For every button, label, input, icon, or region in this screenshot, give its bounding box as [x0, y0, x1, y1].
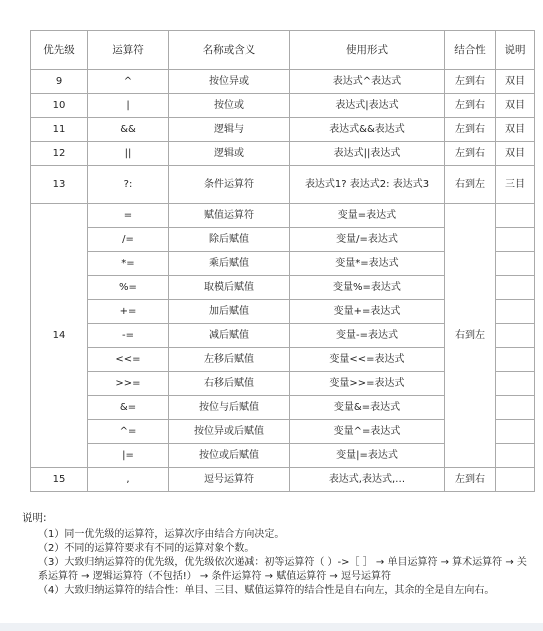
name-cell: 乘后赋值	[169, 252, 290, 276]
operator-precedence-table	[30, 30, 535, 492]
name-cell: 逻辑或	[169, 142, 290, 166]
usage-cell: 表达式^表达式	[290, 70, 445, 94]
priority-cell: 9	[31, 70, 88, 94]
header-operator: 运算符	[88, 31, 169, 70]
note-cell	[496, 420, 535, 444]
name-cell: 条件运算符	[169, 166, 290, 204]
priority-cell: 11	[31, 118, 88, 142]
usage-cell: 变量/=表达式	[290, 228, 445, 252]
name-cell: 按位异或后赋值	[169, 420, 290, 444]
header-note: 说明	[496, 31, 535, 70]
note-cell	[496, 300, 535, 324]
usage-cell: 变量>>=表达式	[290, 372, 445, 396]
usage-cell: 变量=表达式	[290, 204, 445, 228]
name-cell: 按位异或	[169, 70, 290, 94]
priority-cell: 13	[31, 166, 88, 204]
note-cell	[496, 252, 535, 276]
name-cell: 按位与后赋值	[169, 396, 290, 420]
operator-cell: ?:	[88, 166, 169, 204]
operator-cell: ^=	[88, 420, 169, 444]
usage-cell: 变量%=表达式	[290, 276, 445, 300]
usage-cell: 变量+=表达式	[290, 300, 445, 324]
assoc-cell: 左到右	[445, 94, 496, 118]
operator-cell: &&	[88, 118, 169, 142]
operator-cell: -=	[88, 324, 169, 348]
name-cell: 除后赋值	[169, 228, 290, 252]
usage-cell: 变量|=表达式	[290, 444, 445, 468]
table-row	[31, 468, 535, 492]
name-cell: 按位或	[169, 94, 290, 118]
header-priority: 优先级	[31, 31, 88, 70]
table-row	[31, 70, 535, 94]
note-cell	[496, 444, 535, 468]
note-cell: 三目	[496, 166, 535, 204]
name-cell: 减后赋值	[169, 324, 290, 348]
operator-cell: &=	[88, 396, 169, 420]
usage-cell: 变量*=表达式	[290, 252, 445, 276]
header-name: 名称或含义	[169, 31, 290, 70]
notes-section	[22, 511, 527, 598]
notes-title: 说明:	[22, 512, 47, 524]
name-cell: 取模后赋值	[169, 276, 290, 300]
name-cell: 逻辑与	[169, 118, 290, 142]
table-row	[31, 118, 535, 142]
operator-cell: <<=	[88, 348, 169, 372]
usage-cell: 表达式&&表达式	[290, 118, 445, 142]
usage-cell: 变量-=表达式	[290, 324, 445, 348]
header-associativity: 结合性	[445, 31, 496, 70]
operator-cell: ,	[88, 468, 169, 492]
name-cell: 加后赋值	[169, 300, 290, 324]
name-cell: 逗号运算符	[169, 468, 290, 492]
note-cell: 双目	[496, 70, 535, 94]
operator-cell: |	[88, 94, 169, 118]
note-cell	[496, 324, 535, 348]
operator-cell: |=	[88, 444, 169, 468]
operator-cell: /=	[88, 228, 169, 252]
priority-cell: 14	[31, 204, 88, 468]
note-cell	[496, 276, 535, 300]
usage-cell: 表达式1? 表达式2: 表达式3	[290, 166, 445, 204]
note-item: （2）不同的运算符要求有不同的运算对象个数。	[38, 543, 255, 554]
note-cell	[496, 228, 535, 252]
note-cell	[496, 372, 535, 396]
name-cell: 按位或后赋值	[169, 444, 290, 468]
operator-cell: >>=	[88, 372, 169, 396]
note-item: （1）同一优先级的运算符，运算次序由结合方向决定。	[38, 529, 285, 540]
priority-cell: 10	[31, 94, 88, 118]
table-row	[31, 204, 535, 228]
assoc-cell: 右到左	[445, 204, 496, 468]
operator-cell: *=	[88, 252, 169, 276]
note-cell	[496, 348, 535, 372]
note-cell	[496, 396, 535, 420]
name-cell: 左移后赋值	[169, 348, 290, 372]
priority-cell: 15	[31, 468, 88, 492]
table-header-row	[31, 31, 535, 70]
operator-cell: ^	[88, 70, 169, 94]
assoc-cell: 右到左	[445, 166, 496, 204]
usage-cell: 变量^=表达式	[290, 420, 445, 444]
usage-cell: 表达式,表达式,…	[290, 468, 445, 492]
assoc-cell: 左到右	[445, 70, 496, 94]
table-row	[31, 142, 535, 166]
usage-cell: 变量&=表达式	[290, 396, 445, 420]
note-item: （4）大致归纳运算符的结合性：单目、三目、赋值运算符的结合性是自右向左，其余的全是自左向右。	[38, 585, 495, 596]
header-usage: 使用形式	[290, 31, 445, 70]
operator-cell: =	[88, 204, 169, 228]
note-cell	[496, 204, 535, 228]
usage-cell: 变量<<=表达式	[290, 348, 445, 372]
name-cell: 右移后赋值	[169, 372, 290, 396]
usage-cell: 表达式|表达式	[290, 94, 445, 118]
usage-cell: 表达式||表达式	[290, 142, 445, 166]
operator-cell: %=	[88, 276, 169, 300]
table-row	[31, 166, 535, 204]
assoc-cell: 左到右	[445, 468, 496, 492]
assoc-cell: 左到右	[445, 142, 496, 166]
note-cell: 双目	[496, 118, 535, 142]
assoc-cell: 左到右	[445, 118, 496, 142]
name-cell: 赋值运算符	[169, 204, 290, 228]
operator-cell: ||	[88, 142, 169, 166]
operator-cell: +=	[88, 300, 169, 324]
table-row	[31, 94, 535, 118]
priority-cell: 12	[31, 142, 88, 166]
note-cell: 双目	[496, 142, 535, 166]
note-item: （3）大致归纳运算符的优先级，优先级依次递减：初等运算符（ ）->［ ］ → 单目运算符 → 算术运算符 → 关系运算符 → 逻辑运算符（不包括!） → 条件运算符 → 赋值运算符 → 逗号运算符	[38, 557, 527, 582]
note-cell	[496, 468, 535, 492]
note-cell: 双目	[496, 94, 535, 118]
bottom-band	[0, 623, 543, 631]
